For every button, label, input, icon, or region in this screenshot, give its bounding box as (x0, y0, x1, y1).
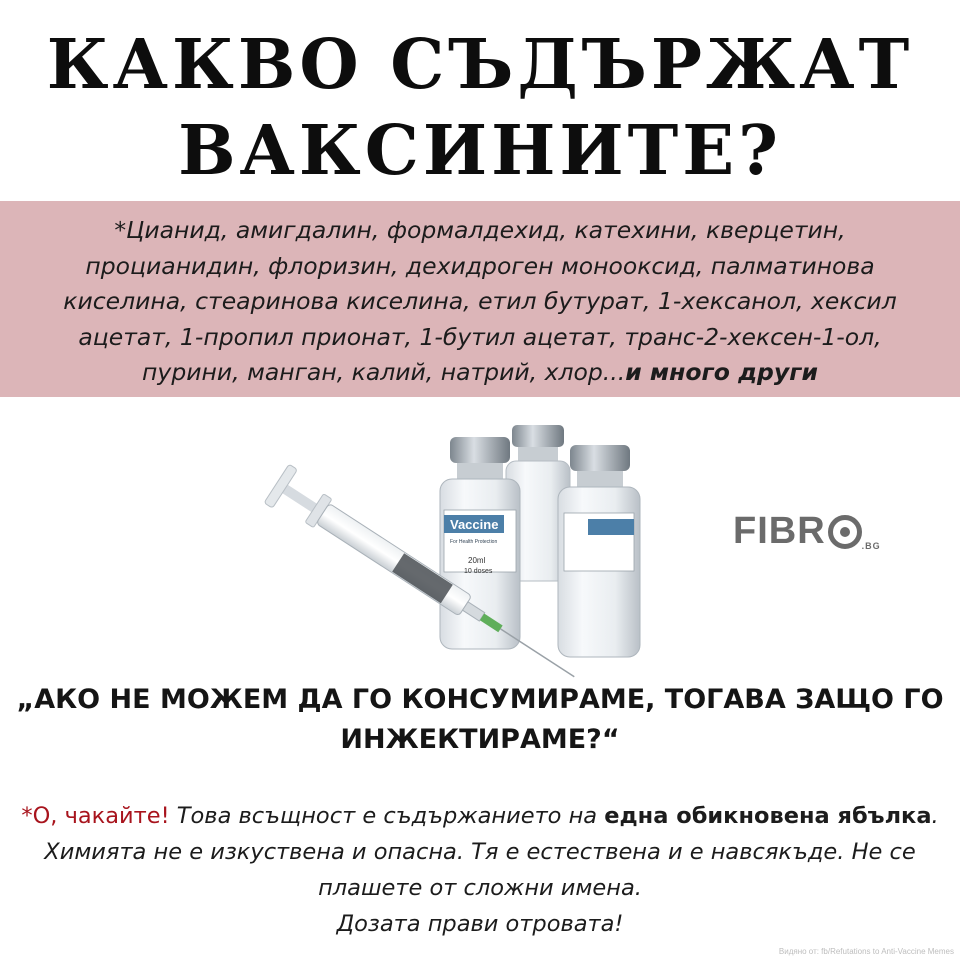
footer-wait: О, чакайте! (32, 803, 170, 829)
ingredients-text (40, 213, 920, 391)
vial-doses: 10 doses (464, 568, 493, 575)
logo-text: FIBR (733, 510, 826, 552)
footer-bold: една обикновена ябълка (604, 803, 932, 829)
vial-label: Vaccine (450, 517, 499, 532)
footer-part1: Това всъщност е съдържанието на (169, 803, 605, 829)
footer-prefix: * (21, 803, 33, 829)
footer-text (20, 798, 940, 942)
footer-part2: . Химията не е изкуствена и опасна. Тя е естествена и е навсякъде. Не се плашете от сложни имена. (44, 803, 939, 901)
credit-text: Видяно от: fb/Refutations to Anti-Vaccine Memes (778, 947, 954, 956)
logo-sub: .BG (861, 541, 881, 551)
atom-icon (828, 515, 862, 549)
page-title (0, 22, 960, 194)
vial-dose: 20ml (468, 556, 486, 565)
ingredients-emphasis: и много други (625, 358, 818, 386)
footer-last: Дозата прави отровата! (336, 911, 624, 937)
vial-sub: For Health Protection (450, 539, 498, 545)
ingredients-list: *Цианид, амигдалин, формалдехид, катехини, кверцетин, процианидин, флоризин, дехидроген монооксид, палматинова киселина, стеаринова киселина, етил бутурат, 1-хексанол, хексил ацетат, 1-пропил прионат, 1-бутил ацетат, транс-2-хексен-1-ол, пурини, манган, калий, натрий, хлор... (63, 216, 897, 386)
quote-heading: „АКО НЕ МОЖЕМ ДА ГО КОНСУМИРАМЕ, ТОГАВА ЗАЩО ГО ИНЖЕКТИРАМЕ?“ (16, 684, 944, 755)
title-line-1: КАКВО СЪДЪРЖАТ (46, 25, 914, 105)
title-line-2: ВАКСИНИТЕ? (178, 111, 782, 191)
ingredients-band (0, 201, 960, 397)
fibro-logo (733, 510, 881, 553)
